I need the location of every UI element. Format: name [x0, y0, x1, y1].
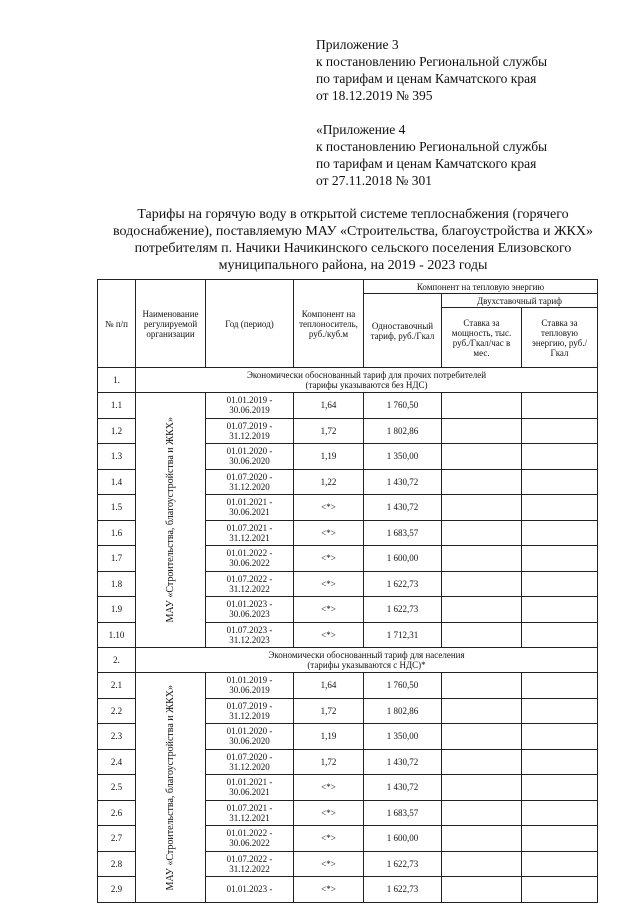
coolant-value: <*> [294, 622, 364, 648]
period-to: 30.06.2021 [229, 507, 270, 518]
period-to: 30.06.2021 [229, 787, 270, 798]
single-rate-value: 1 430,72 [364, 469, 442, 495]
tariff-table [97, 279, 598, 903]
tariff-table-body [98, 280, 598, 903]
period-cell [206, 520, 294, 546]
header-period: Год (период) [206, 280, 294, 368]
row-num: 1.4 [98, 469, 136, 495]
period-from: 01.01.2019 - [226, 675, 273, 686]
period-to: 31.12.2020 [229, 481, 270, 492]
period-cell [206, 800, 294, 826]
energy-rate-value [522, 622, 598, 648]
period-to: 31.12.2023 [229, 634, 270, 645]
appendix-line: по тарифам и ценам Камчатского края [316, 71, 537, 86]
single-rate-value: 1 683,57 [364, 800, 442, 826]
coolant-value: <*> [294, 851, 364, 877]
capacity-rate-value [442, 622, 522, 648]
single-rate-value: 1 760,50 [364, 393, 442, 419]
period-cell [206, 724, 294, 750]
header-two-part: Двухставочный тариф [442, 294, 598, 308]
section-title-cell [136, 648, 598, 673]
coolant-value: 1,72 [294, 749, 364, 775]
appendix-current [316, 36, 616, 104]
capacity-rate-value [442, 826, 522, 852]
energy-rate-value [522, 597, 598, 623]
capacity-rate-value [442, 673, 522, 699]
period-cell [206, 418, 294, 444]
period-from: 01.01.2023 - [226, 884, 273, 895]
row-num: 1.2 [98, 418, 136, 444]
appendix-line: к постановлению Региональной службы [316, 54, 548, 69]
period-from: 01.01.2023 - [226, 599, 273, 610]
section-row [98, 368, 598, 393]
period-cell [206, 597, 294, 623]
coolant-value: <*> [294, 877, 364, 903]
energy-rate-value [522, 393, 598, 419]
coolant-value: <*> [294, 597, 364, 623]
energy-rate-value [522, 444, 598, 470]
single-rate-value: 1 350,00 [364, 724, 442, 750]
capacity-rate-value [442, 597, 522, 623]
period-to: 30.06.2023 [229, 609, 270, 620]
header-org: Наименование регулируемой организации [136, 280, 206, 368]
single-rate-value: 1 600,00 [364, 546, 442, 572]
period-to: 31.12.2022 [229, 583, 270, 594]
coolant-value: <*> [294, 775, 364, 801]
section-title: Экономически обоснованный тариф для прочих потребителей [246, 370, 487, 380]
period-cell [206, 775, 294, 801]
header-energy: Ставка за тепловую энергию, руб./Гкал [522, 308, 598, 368]
section-title: Экономически обоснованный тариф для населения [268, 650, 465, 660]
period-from: 01.07.2021 - [226, 522, 273, 533]
appendix-line: от 27.11.2018 № 301 [316, 173, 432, 188]
document-title: Тарифы на горячую воду в открытой системе теплоснабжения (горячего водоснабжение), поставляемую МАУ «Строительства, благоустройства и ЖКХ» потребителям п. Начики Начикинского сельского поселения Елизовского муниципального района, на 2019 - 2023 годы [113, 207, 593, 273]
energy-rate-value [522, 698, 598, 724]
row-num: 1.5 [98, 495, 136, 521]
single-rate-value: 1 760,50 [364, 673, 442, 699]
period-from: 01.07.2021 - [226, 802, 273, 813]
appendix-line: к постановлению Региональной службы [316, 139, 548, 154]
org-name-cell [136, 673, 206, 903]
table-row [98, 393, 598, 419]
section-row [98, 648, 598, 673]
single-rate-value: 1 350,00 [364, 444, 442, 470]
period-cell [206, 826, 294, 852]
row-num: 2.9 [98, 877, 136, 903]
period-cell [206, 546, 294, 572]
period-from: 01.01.2021 - [226, 497, 273, 508]
capacity-rate-value [442, 469, 522, 495]
coolant-value: <*> [294, 520, 364, 546]
period-to: 31.12.2022 [229, 863, 270, 874]
period-cell [206, 851, 294, 877]
single-rate-value: 1 712,31 [364, 622, 442, 648]
section-num: 2. [98, 648, 136, 673]
single-rate-value: 1 622,73 [364, 597, 442, 623]
capacity-rate-value [442, 877, 522, 903]
energy-rate-value [522, 877, 598, 903]
row-num: 1.3 [98, 444, 136, 470]
org-name: МАУ «Строительства, благоустройства и ЖКХ» [164, 417, 176, 623]
coolant-value: 1,72 [294, 418, 364, 444]
single-rate-value: 1 622,73 [364, 877, 442, 903]
capacity-rate-value [442, 495, 522, 521]
row-num: 2.4 [98, 749, 136, 775]
single-rate-value: 1 683,57 [364, 520, 442, 546]
period-from: 01.01.2020 - [226, 446, 273, 457]
coolant-value: 1,64 [294, 673, 364, 699]
coolant-value: <*> [294, 495, 364, 521]
period-cell [206, 571, 294, 597]
energy-rate-value [522, 546, 598, 572]
section-num: 1. [98, 368, 136, 393]
row-num: 1.1 [98, 393, 136, 419]
single-rate-value: 1 430,72 [364, 749, 442, 775]
energy-rate-value [522, 418, 598, 444]
single-rate-value: 1 430,72 [364, 495, 442, 521]
row-num: 2.8 [98, 851, 136, 877]
row-num: 2.7 [98, 826, 136, 852]
period-cell [206, 495, 294, 521]
org-name: МАУ «Строительства, благоустройства и ЖКХ» [164, 684, 176, 890]
capacity-rate-value [442, 393, 522, 419]
section-subtitle: (тарифы указываются с НДС)* [307, 660, 426, 670]
period-to: 30.06.2022 [229, 558, 270, 569]
capacity-rate-value [442, 724, 522, 750]
energy-rate-value [522, 495, 598, 521]
appendix-line: Приложение 3 [316, 37, 399, 52]
capacity-rate-value [442, 546, 522, 572]
period-cell [206, 444, 294, 470]
period-from: 01.07.2019 - [226, 700, 273, 711]
coolant-value: <*> [294, 800, 364, 826]
header-single: Одноставочный тариф, руб./Гкал [364, 294, 442, 368]
period-cell [206, 749, 294, 775]
period-from: 01.07.2020 - [226, 471, 273, 482]
period-cell [206, 877, 294, 903]
period-to: 31.12.2021 [229, 812, 270, 823]
header-heat: Компонент на тепловую энергию [364, 280, 598, 294]
org-name-cell [136, 393, 206, 648]
single-rate-value: 1 622,73 [364, 571, 442, 597]
period-from: 01.07.2020 - [226, 751, 273, 762]
energy-rate-value [522, 724, 598, 750]
capacity-rate-value [442, 775, 522, 801]
period-cell [206, 469, 294, 495]
period-cell [206, 673, 294, 699]
period-from: 01.07.2023 - [226, 624, 273, 635]
coolant-value: <*> [294, 826, 364, 852]
row-num: 1.7 [98, 546, 136, 572]
single-rate-value: 1 430,72 [364, 775, 442, 801]
row-num: 1.8 [98, 571, 136, 597]
energy-rate-value [522, 800, 598, 826]
coolant-value: 1,72 [294, 698, 364, 724]
appendix-line: «Приложение 4 [316, 122, 406, 137]
period-from: 01.07.2019 - [226, 420, 273, 431]
period-to: 31.12.2020 [229, 761, 270, 772]
section-title-cell [136, 368, 598, 393]
coolant-value: <*> [294, 571, 364, 597]
period-to: 30.06.2019 [229, 685, 270, 696]
coolant-value: <*> [294, 546, 364, 572]
energy-rate-value [522, 520, 598, 546]
row-num: 1.6 [98, 520, 136, 546]
period-from: 01.01.2021 - [226, 777, 273, 788]
appendix-previous [316, 121, 616, 189]
header-num: № п/п [98, 280, 136, 368]
capacity-rate-value [442, 749, 522, 775]
row-num: 2.1 [98, 673, 136, 699]
capacity-rate-value [442, 444, 522, 470]
period-from: 01.01.2022 - [226, 548, 273, 559]
energy-rate-value [522, 749, 598, 775]
capacity-rate-value [442, 571, 522, 597]
period-to: 30.06.2019 [229, 405, 270, 416]
header-coolant: Компонент на теплоноситель, руб./куб.м [294, 280, 364, 368]
single-rate-value: 1 802,86 [364, 698, 442, 724]
coolant-value: 1,19 [294, 724, 364, 750]
row-num: 1.9 [98, 597, 136, 623]
header-capacity: Ставка за мощность, тыс. руб./Гкал/час в мес. [442, 308, 522, 368]
coolant-value: 1,22 [294, 469, 364, 495]
row-num: 2.3 [98, 724, 136, 750]
capacity-rate-value [442, 851, 522, 877]
period-to: 31.12.2021 [229, 532, 270, 543]
period-to: 31.12.2019 [229, 710, 270, 721]
single-rate-value: 1 802,86 [364, 418, 442, 444]
row-num: 2.6 [98, 800, 136, 826]
period-from: 01.07.2022 - [226, 853, 273, 864]
appendix-line: от 18.12.2019 № 395 [316, 88, 433, 103]
capacity-rate-value [442, 698, 522, 724]
single-rate-value: 1 622,73 [364, 851, 442, 877]
period-from: 01.01.2022 - [226, 828, 273, 839]
row-num: 2.5 [98, 775, 136, 801]
row-num: 1.10 [98, 622, 136, 648]
energy-rate-value [522, 673, 598, 699]
energy-rate-value [522, 851, 598, 877]
energy-rate-value [522, 775, 598, 801]
capacity-rate-value [442, 520, 522, 546]
period-from: 01.01.2019 - [226, 395, 273, 406]
period-cell [206, 622, 294, 648]
energy-rate-value [522, 571, 598, 597]
period-to: 31.12.2019 [229, 430, 270, 441]
period-from: 01.07.2022 - [226, 573, 273, 584]
period-to: 30.06.2020 [229, 736, 270, 747]
coolant-value: 1,64 [294, 393, 364, 419]
appendix-line: по тарифам и ценам Камчатского края [316, 156, 537, 171]
capacity-rate-value [442, 418, 522, 444]
row-num: 2.2 [98, 698, 136, 724]
period-to: 30.06.2022 [229, 838, 270, 849]
table-row [98, 673, 598, 699]
energy-rate-value [522, 826, 598, 852]
section-subtitle: (тарифы указываются без НДС) [305, 380, 428, 390]
period-from: 01.01.2020 - [226, 726, 273, 737]
period-to: 30.06.2020 [229, 456, 270, 467]
capacity-rate-value [442, 800, 522, 826]
energy-rate-value [522, 469, 598, 495]
coolant-value: 1,19 [294, 444, 364, 470]
period-cell [206, 698, 294, 724]
period-cell [206, 393, 294, 419]
single-rate-value: 1 600,00 [364, 826, 442, 852]
